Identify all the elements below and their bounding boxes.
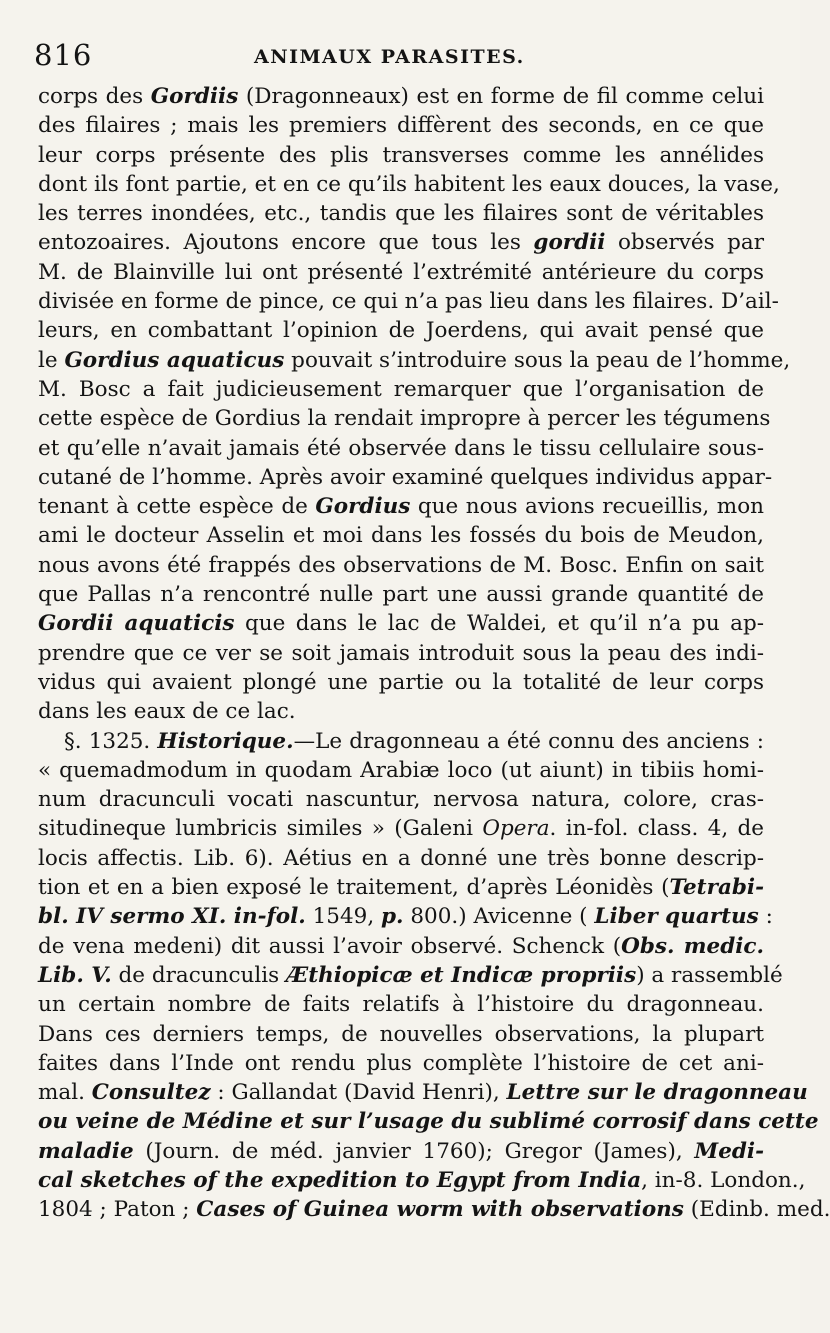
text-line [38,756,764,785]
text-span: observés par [605,230,764,256]
text-line [38,521,764,550]
italic-text: Cases of Guinea worm with observations [196,1197,684,1223]
text-line [38,873,764,902]
italic-text: Opera [482,816,550,842]
italic-text: Historique. [157,728,294,754]
text-span: faites dans l’Inde ont rendu plus complète l’histoire de cet ani- [38,1050,764,1076]
text-line [38,932,764,961]
text-span: que nous avions recueillis, mon [410,494,764,520]
italic-text: Gordius [315,494,411,520]
text-span: 1549, [305,904,381,930]
text-line [38,814,764,843]
text-span: (Dragonneaux) est en forme de fil comme celui [238,84,764,109]
text-span: prendre que ce ver se soit jamais introduit sous la peau des indi- [38,640,764,666]
text-span: les terres inondées, etc., tandis que les filaires sont de véritables [38,201,764,227]
text-span: M. Bosc a fait judicieusement remarquer que l’organisation de [38,376,764,402]
text-span: ami le docteur Asselin et moi dans les fossés du bois de Meudon, [38,523,764,549]
text-line [38,1107,819,1136]
text-line [38,551,764,580]
text-span: entozoaires. Ajoutons encore que tous les [38,230,534,256]
text-span: nous avons été frappés des observations de M. Bosc. Enfin on sait [38,552,764,578]
text-line [38,141,764,170]
text-line [38,492,764,521]
text-line [38,346,791,375]
text-line [38,1078,808,1107]
text-span: §. 1325. [64,728,158,754]
text-line [38,316,764,345]
text-span: 1804 ; Paton ; [38,1197,197,1223]
italic-text: Tetrabi- [669,875,764,901]
text-line [38,580,764,609]
italic-text: Consultez [91,1080,211,1106]
text-span: que dans le lac de Waldei, et qu’il n’a pu ap- [234,611,764,637]
text-line [38,82,764,111]
italic-text: Lettre sur le dragonneau [506,1080,808,1106]
running-title: ANIMAUX PARASITES. [254,46,525,68]
text-line [38,1195,830,1224]
text-line [38,697,764,726]
text-span: corps des [38,84,151,109]
text-span: que Pallas n’a rencontré nulle part une aussi grande quantité de [38,582,764,608]
text-span: divisée en forme de pince, ce qui n’a pas lieu dans les filaires. D’ail- [38,289,779,315]
text-line [38,404,771,433]
text-span: : [758,904,773,930]
italic-text: Medi- [694,1138,764,1164]
text-span: situdineque lumbricis similes » (Galeni [38,816,483,842]
text-span: 800.) Avicenne ( [403,904,595,930]
text-span: locis affectis. Lib. 6). Aétius en a donné une très bonne descrip- [38,845,764,871]
body-text [38,82,830,1225]
text-span: « quemadmodum in quodam Arabiæ loco (ut aiunt) in tibiis homi- [38,757,764,783]
text-span: (Edinb. med. [683,1197,830,1223]
text-line [38,375,764,404]
text-span: num dracunculi vocati nascuntur, nervosa natura, colore, cras- [38,787,764,813]
italic-text: p. [380,904,404,930]
text-line [38,668,764,697]
text-span: cutané de l’homme. Après avoir examiné quelques individus appar- [38,464,773,490]
text-line [38,434,764,463]
italic-text: cal sketches of the expedition to Egypt from India [38,1167,642,1193]
text-span: de dracunculis [111,962,286,988]
text-span: . in-fol. class. 4, de [549,816,764,842]
text-line [38,727,764,756]
text-span: des filaires ; mais les premiers diffèrent des seconds, en ce que [38,113,764,139]
italic-text: Liber quartus [594,904,759,930]
text-line [38,258,764,287]
text-span: (Journ. de méd. janvier 1760); Gregor (James), [133,1138,695,1164]
text-line [38,287,779,316]
text-span: cette espèce de Gordius la rendait impropre à percer les tégumens [38,406,771,432]
text-span: leur corps présente des plis transverses comme les annélides [38,142,764,168]
text-span: le [38,347,65,373]
text-line [38,111,764,140]
italic-text: ou veine de Médine et sur l’usage du sublimé corrosif dans cette [38,1109,819,1135]
text-line [38,1137,764,1166]
text-line [38,639,764,668]
text-line [38,902,773,931]
text-line [38,463,773,492]
text-line [38,1049,764,1078]
text-span: —Le dragonneau a été connu des anciens : [293,728,764,754]
page-number: 816 [34,38,93,72]
text-line [38,961,783,990]
text-span: dont ils font partie, et en ce qu’ils habitent les eaux douces, la vase, [38,171,780,197]
text-line [38,785,764,814]
italic-text: Lib. V. [38,962,112,988]
text-line [38,844,764,873]
italic-text: Gordii aquaticis [38,611,235,637]
italic-text: maladie [38,1138,134,1164]
italic-text: Æthiopicæ et Indicæ propriis [285,962,637,988]
text-span: dans les eaux de ce lac. [38,699,296,725]
text-span: tenant à cette espèce de [38,494,316,520]
text-span: un certain nombre de faits relatifs à l’histoire du dragonneau. [38,992,764,1018]
text-line [38,199,764,228]
text-span: leurs, en combattant l’opinion de Joerdens, qui avait pensé que [38,318,764,344]
text-line [38,990,764,1019]
text-line [38,609,764,638]
text-span: M. de Blainville lui ont présenté l’extrémité antérieure du corps [38,259,764,285]
text-span: de vena medeni) dit aussi l’avoir observé. Schenck ( [38,933,622,959]
italic-text: Obs. medic. [621,933,765,959]
text-span: mal. [38,1080,92,1106]
text-span: , in-8. London., [641,1167,806,1193]
italic-text: Gordius aquaticus [64,347,285,373]
text-line [38,1020,764,1049]
text-line [38,1166,806,1195]
text-span: pouvait s’introduire sous la peau de l’homme, [284,347,791,373]
text-span: tion et en a bien exposé le traitement, d’après Léonidès ( [38,875,670,901]
page-header [34,38,774,78]
text-span: : Gallandat (David Henri), [210,1080,507,1106]
text-span: vidus qui avaient plongé une partie ou la totalité de leur corps [38,669,764,695]
italic-text: Gordiis [150,84,239,109]
italic-text: gordii [533,230,606,256]
text-line [38,170,780,199]
text-span: ) a rassemblé [636,962,783,988]
text-line [38,228,764,257]
italic-text: bl. IV sermo XI. in-fol. [38,904,306,930]
text-span: Dans ces derniers temps, de nouvelles observations, la plupart [38,1021,764,1047]
text-span: et qu’elle n’avait jamais été observée dans le tissu cellulaire sous- [38,435,764,461]
